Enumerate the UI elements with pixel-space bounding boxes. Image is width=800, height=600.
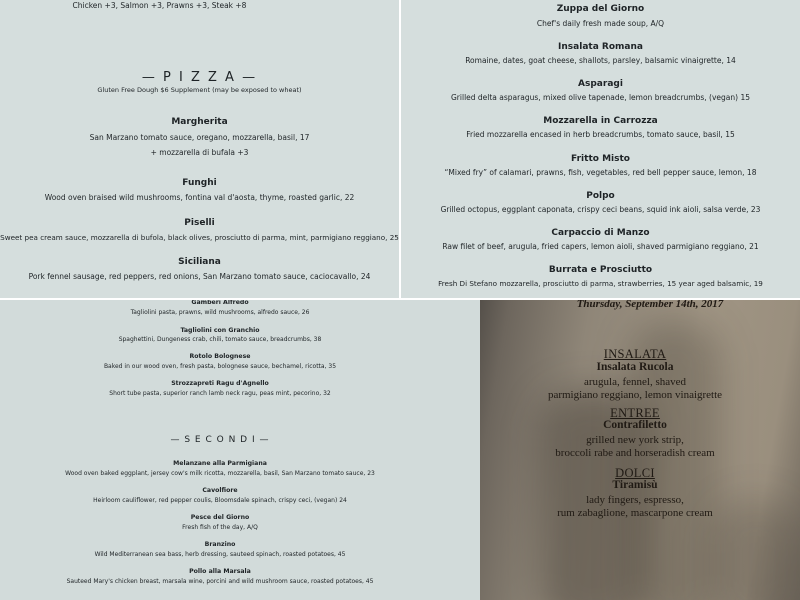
menu-item-name: Insalata Romana — [558, 42, 643, 52]
menu-item-name: Strozzapreti Ragu d'Agnello — [171, 380, 269, 387]
secondi-section-title: — S E C O N D I — — [170, 435, 270, 445]
menu-item-desc: Pork fennel sausage, red peppers, red onions, San Marzano tomato sauce, caciocavallo, 24 — [28, 272, 371, 281]
menu-item-name: Cavolfiore — [202, 487, 238, 494]
menu-item-name: Melanzane alla Parmigiana — [173, 460, 267, 467]
menu-item-name: Burrata e Prosciutto — [548, 265, 653, 275]
menu-item-desc: Raw filet of beef, arugula, fried capers, lemon aioli, shaved parmigiano reggiano, 21 — [442, 242, 759, 251]
pizza-menu-photo — [0, 0, 399, 298]
printed-menu-photo — [480, 300, 800, 600]
menu-item-desc: Heirloom cauliflower, red pepper coulis, Bloomsdale spinach, crispy ceci, (vegan) 24 — [93, 497, 347, 504]
course-line: grilled new york strip, — [586, 434, 684, 446]
course-line: lady fingers, espresso, — [586, 494, 684, 506]
menu-item-desc: San Marzano tomato sauce, oregano, mozzarella, basil, 17 — [89, 133, 310, 142]
course-dish: Contrafiletto — [603, 419, 667, 431]
course-line: broccoli rabe and horseradish cream — [555, 447, 715, 459]
course-line: arugula, fennel, shaved — [583, 376, 686, 388]
menu-item-desc: Short tube pasta, superior ranch lamb neck ragu, peas mint, pecorino, 32 — [109, 390, 331, 397]
menu-item-name: Piselli — [184, 218, 215, 228]
menu-item-name: Gamberi Alfredo — [191, 300, 249, 306]
menu-item-desc: Wood oven braised wild mushrooms, fontina val d'aosta, thyme, roasted garlic, 22 — [44, 193, 355, 202]
menu-date: Thursday, September 14th, 2017 — [576, 300, 724, 310]
menu-item-desc: Romaine, dates, goat cheese, shallots, parsley, balsamic vinaigrette, 14 — [465, 56, 736, 65]
menu-item-desc: Grilled delta asparagus, mixed olive tapenade, lemon breadcrumbs, (vegan) 15 — [451, 93, 750, 102]
menu-item-name: Fritto Misto — [571, 154, 630, 164]
pizza-section-title: — P I Z Z A — — [141, 70, 258, 85]
menu-item-name: Siciliana — [178, 257, 221, 267]
menu-item-name: Funghi — [182, 178, 217, 188]
menu-item-desc: Spaghettini, Dungeness crab, chili, tomato sauce, breadcrumbs, 38 — [118, 336, 322, 343]
menu-item-name: Zuppa del Giorno — [556, 4, 645, 14]
menu-item-name: Margherita — [171, 117, 228, 127]
menu-item-desc: Wild Mediterranean sea bass, herb dressing, sauteed spinach, roasted potatoes, 45 — [94, 551, 346, 558]
menu-item-desc: Sauteed Mary's chicken breast, marsala wine, porcini and wild mushroom sauce, roasted potatoes, 45 — [66, 578, 374, 585]
menu-item-desc: Fresh fish of the day, A/Q — [182, 524, 258, 531]
menu-item-desc: Chef's daily fresh made soup, A/Q — [536, 19, 665, 28]
course-dish: Tiramisù — [612, 479, 658, 491]
course-line: rum zabaglione, mascarpone cream — [557, 507, 713, 519]
menu-item-name: Branzino — [204, 541, 236, 548]
pizza-section-note: Gluten Free Dough $6 Supplement (may be exposed to wheat) — [97, 86, 302, 94]
menu-item-name: Asparagi — [578, 79, 623, 89]
menu-item-name: Carpaccio di Manzo — [551, 228, 650, 238]
menu-item-name: Mozzarella in Carrozza — [543, 116, 658, 126]
menu-item-name: Polpo — [586, 191, 615, 201]
secondi-menu-photo — [0, 300, 480, 600]
menu-item-extra: + mozzarella di bufala +3 — [150, 148, 249, 157]
course-heading: ENTREE — [610, 406, 660, 420]
menu-item-desc: Fresh Di Stefano mozzarella, prosciutto di parma, strawberries, 15 year aged balsamic, 19 — [438, 279, 763, 288]
menu-item-name: Rotolo Bolognese — [189, 353, 251, 360]
menu-item-desc: Tagliolini pasta, prawns, wild mushrooms, alfredo sauce, 26 — [130, 309, 310, 316]
menu-item-desc: Grilled octopus, eggplant caponata, crispy ceci beans, squid ink aioli, salsa verde, 23 — [440, 205, 761, 214]
antipasti-menu-photo — [401, 0, 800, 298]
menu-item-name: Pesce del Giorno — [190, 514, 250, 521]
course-heading: INSALATA — [603, 347, 667, 361]
menu-item-desc: Fried mozzarella encased in herb breadcrumbs, tomato sauce, basil, 15 — [466, 130, 735, 139]
menu-item-desc: Sweet pea cream sauce, mozzarella di bufola, black olives, prosciutto di parma, mint, parmigiano reggiano, 25 — [0, 233, 399, 242]
intro-line: Chicken +3, Salmon +3, Prawns +3, Steak +8 — [72, 1, 247, 10]
menu-item-name: Pollo alla Marsala — [189, 568, 251, 575]
menu-item-desc: “Mixed fry” of calamari, prawns, fish, vegetables, red bell pepper sauce, lemon, 18 — [444, 168, 757, 177]
menu-item-name: Tagliolini con Granchio — [180, 327, 260, 334]
menu-item-desc: Wood oven baked eggplant, jersey cow's milk ricotta, mozzarella, basil, San Marzano tomato sauce, 23 — [65, 470, 375, 477]
course-heading: DOLCI — [615, 466, 655, 480]
course-line: parmigiano reggiano, lemon vinaigrette — [547, 389, 723, 401]
menu-item-desc: Baked in our wood oven, fresh pasta, bolognese sauce, bechamel, ricotta, 35 — [103, 363, 337, 370]
course-dish: Insalata Rucola — [596, 361, 674, 373]
